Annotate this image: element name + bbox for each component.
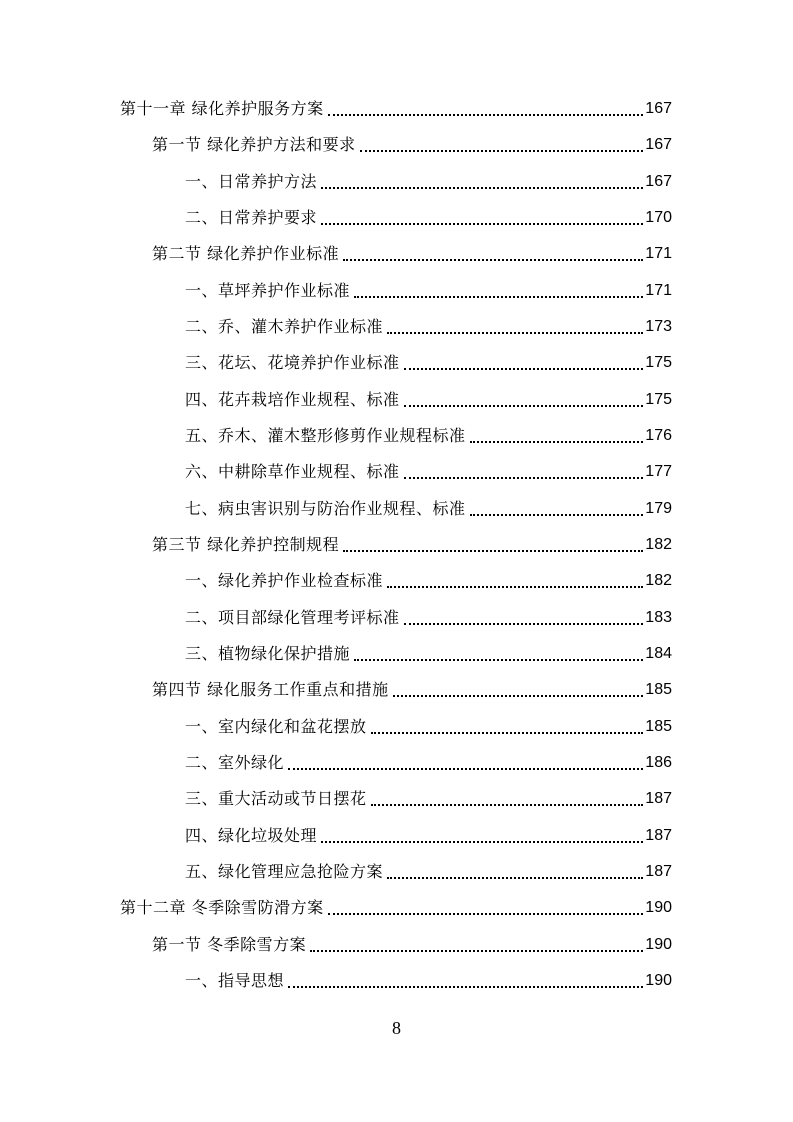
dot-leader [387, 576, 643, 588]
toc-entry-title: 二、乔、灌木养护作业标准 [185, 316, 384, 336]
toc-entry-page: 187 [645, 790, 672, 808]
toc-entry-title: 二、室外绿化 [185, 752, 285, 772]
toc-entry-page: 175 [645, 390, 672, 408]
dot-leader [387, 322, 643, 334]
toc-entry-page: 186 [645, 753, 672, 771]
toc-entry-page: 187 [645, 862, 672, 880]
toc-subsection-entry[interactable] [185, 314, 672, 338]
toc-subsection-entry[interactable] [185, 350, 672, 374]
dot-leader [321, 213, 643, 225]
toc-subsection-entry[interactable] [185, 278, 672, 302]
toc-subsection-entry[interactable] [185, 496, 672, 520]
toc-entry-title: 第四节 绿化服务工作重点和措施 [152, 680, 389, 700]
toc-entry-title: 六、中耕除草作业规程、标准 [185, 462, 400, 482]
toc-entry-title: 第十一章 绿化养护服务方案 [120, 99, 324, 118]
toc-subsection-entry[interactable] [185, 605, 672, 629]
toc-subsection-entry[interactable] [185, 786, 672, 810]
dot-leader [328, 104, 644, 116]
toc-entry-title: 七、病虫害识别与防治作业规程、标准 [185, 498, 466, 518]
toc-entry-title: 第十二章 冬季除雪防滑方案 [120, 898, 324, 918]
toc-entry-title: 第三节 绿化养护控制规程 [152, 534, 340, 554]
toc-entry-page: 179 [645, 499, 672, 517]
dot-leader [387, 867, 643, 879]
toc-subsection-entry[interactable] [185, 423, 672, 447]
toc-section-entry[interactable] [152, 677, 672, 701]
toc-chapter-entry[interactable] [120, 96, 672, 120]
dot-leader [470, 431, 644, 443]
dot-leader [321, 831, 643, 843]
toc-entry-page: 187 [645, 826, 672, 844]
dot-leader [343, 249, 643, 261]
toc-entry-page: 182 [645, 572, 672, 590]
toc-chapter-entry[interactable] [120, 895, 672, 919]
toc-entry-title: 二、项目部绿化管理考评标准 [185, 607, 400, 627]
toc-entry-page: 190 [645, 971, 672, 989]
dot-leader [404, 358, 644, 370]
toc-subsection-entry[interactable] [185, 750, 672, 774]
dot-leader [371, 722, 644, 734]
dot-leader [404, 467, 644, 479]
toc-entry-title: 三、花坛、花境养护作业标准 [185, 353, 400, 373]
toc-entry-page: 190 [645, 899, 672, 917]
toc-section-entry[interactable] [152, 532, 672, 556]
toc-subsection-entry[interactable] [185, 387, 672, 411]
dot-leader [321, 177, 643, 189]
toc-section-entry[interactable] [152, 241, 672, 265]
toc-entry-title: 四、花卉栽培作业规程、标准 [185, 389, 400, 409]
dot-leader [360, 140, 644, 152]
dot-leader [310, 940, 643, 952]
toc-subsection-entry[interactable] [185, 459, 672, 483]
toc-entry-title: 第二节 绿化养护作业标准 [152, 244, 340, 264]
toc-entry-page: 185 [645, 717, 672, 735]
toc-entry-title: 一、绿化养护作业检查标准 [185, 571, 384, 591]
toc-entry-page: 184 [645, 644, 672, 662]
toc-entry-title: 五、乔木、灌木整形修剪作业规程标准 [185, 425, 466, 445]
page-number: 8 [392, 1018, 401, 1038]
toc-entry-page: 170 [645, 208, 672, 226]
toc-entry-page: 167 [645, 100, 672, 117]
toc-entry-title: 五、绿化管理应急抢险方案 [185, 861, 384, 881]
toc-entry-page: 190 [645, 935, 672, 953]
toc-entry-title: 第一节 冬季除雪方案 [152, 934, 307, 954]
toc-entry-page: 167 [645, 172, 672, 190]
toc-entry-page: 175 [645, 354, 672, 372]
toc-section-entry[interactable] [152, 132, 672, 156]
toc-entry-page: 176 [645, 426, 672, 444]
toc-subsection-entry[interactable] [185, 169, 672, 193]
dot-leader [343, 540, 643, 552]
toc-subsection-entry[interactable] [185, 823, 672, 847]
toc-subsection-entry[interactable] [185, 205, 672, 229]
toc-subsection-entry[interactable] [185, 641, 672, 665]
toc-entry-page: 183 [645, 608, 672, 626]
dot-leader [354, 649, 643, 661]
toc-entry-page: 167 [645, 136, 672, 154]
toc-entry-title: 第一节 绿化养护方法和要求 [152, 135, 356, 155]
toc-entry-title: 一、草坪养护作业标准 [185, 280, 351, 300]
dot-leader [470, 504, 644, 516]
dot-leader [288, 758, 643, 770]
dot-leader [288, 976, 643, 988]
toc-entry-title: 三、植物绿化保护措施 [185, 643, 351, 663]
toc-entry-page: 173 [645, 317, 672, 335]
toc-subsection-entry[interactable] [185, 968, 672, 992]
toc-entry-page: 177 [645, 463, 672, 481]
toc-entry-title: 一、室内绿化和盆花摆放 [185, 716, 367, 736]
toc-section-entry[interactable] [152, 932, 672, 956]
dot-leader [393, 685, 644, 697]
toc-entry-page: 171 [645, 245, 672, 263]
toc-entry-page: 171 [645, 281, 672, 299]
toc-entry-title: 一、指导思想 [185, 970, 285, 990]
toc-entry-title: 三、重大活动或节日摆花 [185, 789, 367, 809]
toc-entry-title: 二、日常养护要求 [185, 207, 318, 227]
toc-entry-page: 182 [645, 535, 672, 553]
dot-leader [328, 903, 644, 915]
dot-leader [404, 395, 644, 407]
toc-subsection-entry[interactable] [185, 859, 672, 883]
dot-leader [371, 794, 644, 806]
toc-subsection-entry[interactable] [185, 714, 672, 738]
toc-entry-title: 四、绿化垃圾处理 [185, 825, 318, 845]
toc-entry-title: 一、日常养护方法 [185, 171, 318, 191]
dot-leader [354, 286, 643, 298]
dot-leader [404, 613, 644, 625]
toc-entry-page: 185 [645, 681, 672, 699]
toc-subsection-entry[interactable] [185, 568, 672, 592]
